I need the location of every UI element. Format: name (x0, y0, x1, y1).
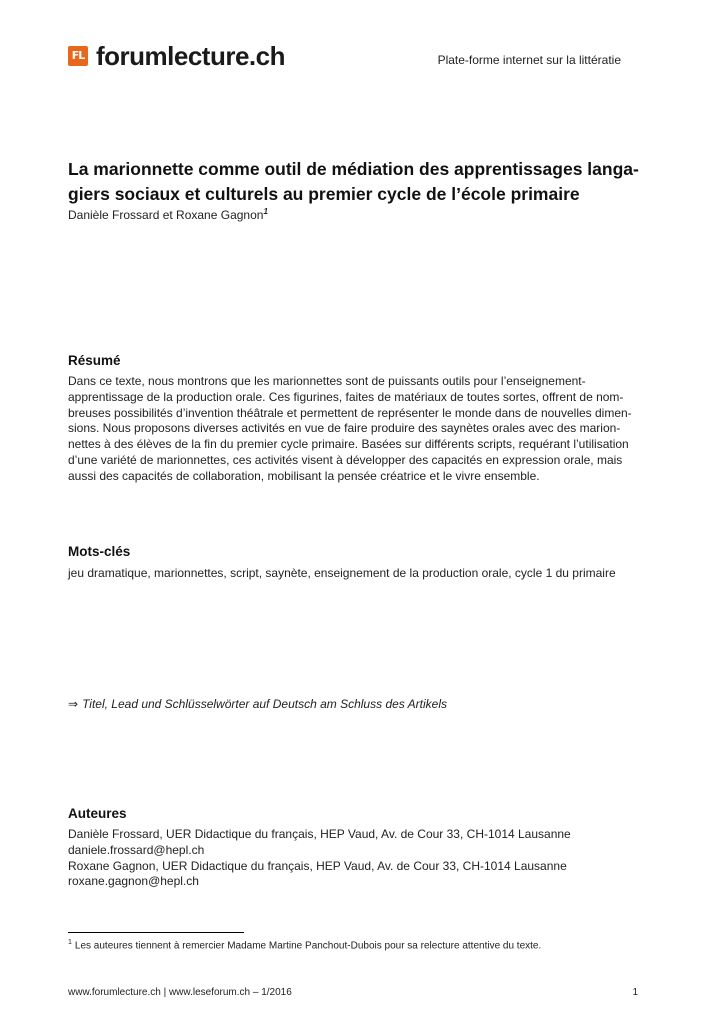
auteures-block (68, 827, 650, 890)
authors-names: Danièle Frossard et Roxane Gagnon (68, 208, 264, 222)
article-title (68, 157, 648, 207)
resume-line: apprentissage de la production orale. Ces figurines, faites de matériaux de toutes sortes, offrent de nom- (68, 389, 624, 404)
author-email-link[interactable]: roxane.gagnon@hepl.ch (68, 874, 199, 889)
footer-links[interactable]: www.forumlecture.ch | www.leseforum.ch – 1/2016 (68, 987, 292, 998)
resume-line: sions. Nous proposons diverses activités en vue de faire produire des saynètes orales avec des marion- (68, 421, 621, 436)
resume-line: d’une variété de marionnettes, ces activités visent à développer des capacités en expression orale, mais (68, 452, 623, 467)
keywords-line: jeu dramatique, marionnettes, script, saynète, enseignement de la production orale, cycle 1 du primaire (68, 566, 616, 580)
auteures-heading: Auteures (68, 806, 127, 821)
footnote-text: Les auteures tiennent à remercier Madame Martine Panchout-Dubois pour sa relecture attentive du texte. (74, 940, 542, 952)
header-tagline: Plate-forme internet sur la littératie (437, 53, 621, 67)
resume-line: Dans ce texte, nous montrons que les marionnettes sont de puissants outils pour l’enseignement- (68, 374, 586, 388)
footnote (68, 939, 541, 951)
footnote-divider (68, 932, 244, 933)
resume-line: breuses possibilités d’invention théâtrale et permettent de représenter le monde dans de nouvelles dimen- (68, 405, 632, 420)
german-version-note (68, 697, 447, 711)
arrow-icon: ⇒ (68, 697, 79, 711)
resume-paragraph (68, 374, 650, 485)
resume-line: aussi des capacités de collaboration, mobilisant la pensée créatrice et le vivre ensemble. (68, 468, 540, 483)
article-title-line: giers sociaux et culturels au premier cycle de l’école primaire (68, 184, 580, 204)
german-note-text: Titel, Lead und Schlüsselwörter auf Deutsch am Schluss des Artikels (82, 697, 448, 711)
article-title-line: La marionnette comme outil de médiation des apprentissages langa- (68, 159, 639, 179)
footnote-mark: 1 (68, 939, 72, 946)
page-number: 1 (632, 987, 638, 998)
article-authors (68, 207, 268, 222)
keywords-text (68, 566, 650, 582)
author-affiliation: Roxane Gagnon, UER Didactique du français, HEP Vaud, Av. de Cour 33, CH-1014 Lausanne (68, 858, 567, 873)
resume-heading: Résumé (68, 353, 121, 368)
author-email-link[interactable]: daniele.frossard@hepl.ch (68, 842, 205, 857)
logo-text: forumlecture.ch (96, 40, 285, 71)
resume-line: nettes à des élèves de la fin du premier cycle primaire. Basées sur différents scripts, requérant l’utilisation (68, 437, 629, 452)
author-affiliation: Danièle Frossard, UER Didactique du français, HEP Vaud, Av. de Cour 33, CH-1014 Lausanne (68, 827, 571, 841)
site-logo[interactable] (68, 41, 285, 71)
logo-icon: FL (68, 46, 88, 66)
footnote-reference[interactable]: 1 (263, 207, 268, 216)
keywords-heading: Mots-clés (68, 544, 131, 559)
